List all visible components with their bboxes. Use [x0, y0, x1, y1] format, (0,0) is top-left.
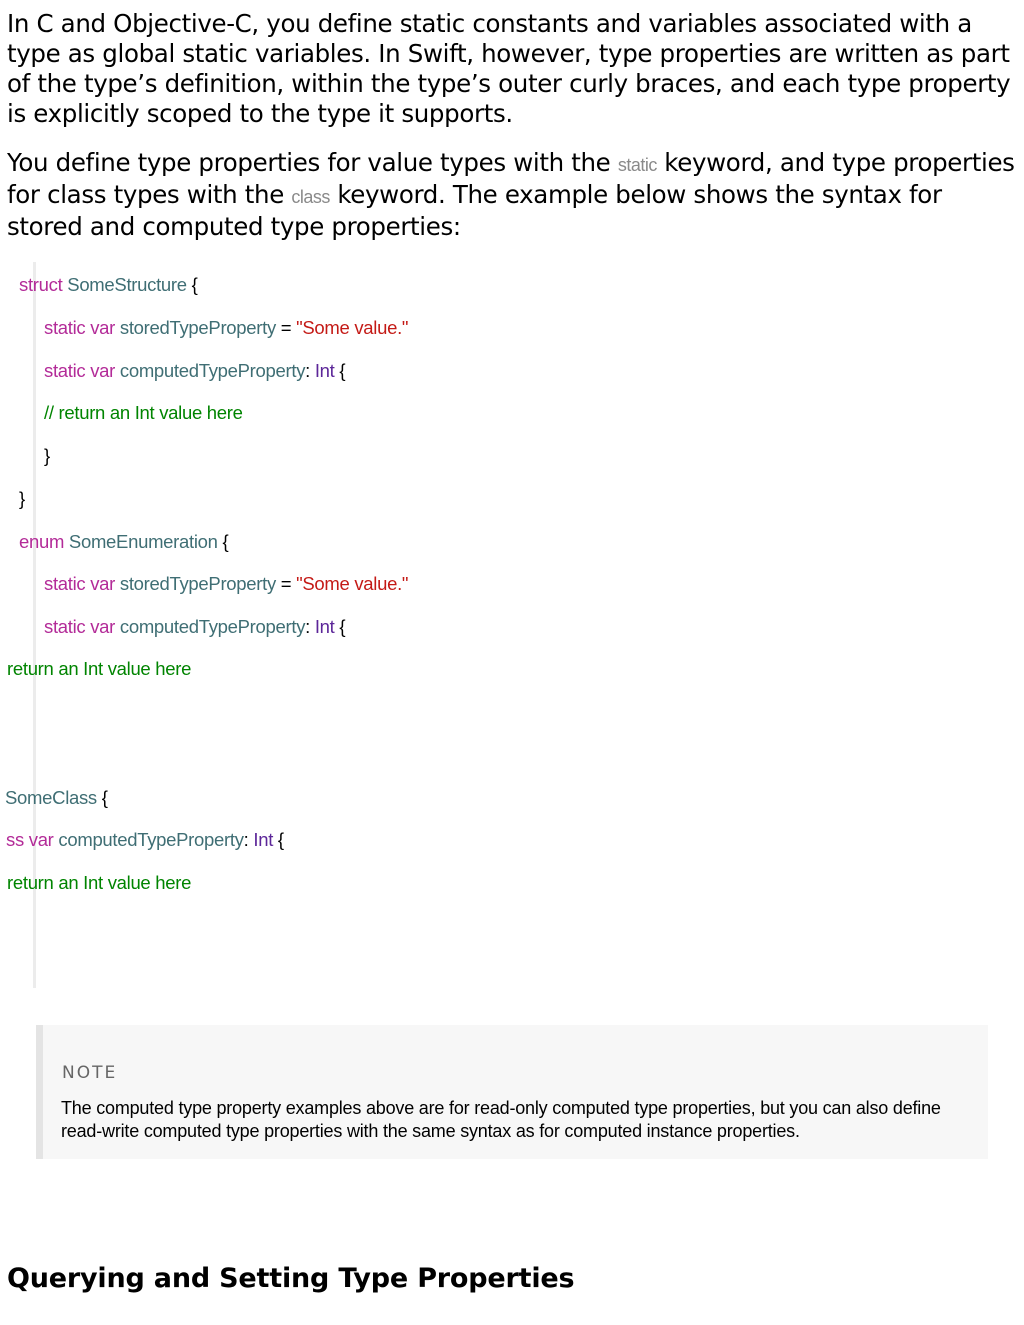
code-punctuation: { [277, 829, 284, 850]
code-punctuation: = [280, 573, 292, 594]
code-type-name: SomeEnumeration [68, 531, 218, 552]
code-punctuation: : [305, 616, 310, 637]
code-line [7, 657, 191, 681]
code-keyword: enum [19, 531, 65, 552]
code-line [44, 572, 408, 596]
code-punctuation: { [339, 360, 346, 381]
inline-code-class: class [291, 187, 330, 207]
code-identifier: storedTypeProperty [119, 573, 276, 594]
code-keyword: static var [44, 616, 116, 637]
code-punctuation: { [339, 616, 346, 637]
code-punctuation: : [305, 360, 310, 381]
code-line [44, 444, 50, 468]
code-comment: return an Int value here [7, 658, 192, 679]
code-comment: return an Int value here [7, 872, 192, 893]
intro-paragraph: In C and Objective-C, you define static constants and variables associated with a type as global static variables. In Swift, however, type properties are written as part of the type’s definition, within the type’s outer curly braces, and each type property is explicitly scoped to the type it supports. [7, 9, 1011, 128]
code-line [44, 359, 345, 383]
code-keyword: struct [19, 274, 63, 295]
code-identifier: computedTypeProperty [58, 829, 244, 850]
note-title: NOTE [62, 1063, 118, 1083]
code-punctuation: } [19, 488, 25, 509]
code-identifier: computedTypeProperty [119, 616, 306, 637]
code-line [44, 316, 408, 340]
code-identifier: storedTypeProperty [119, 317, 276, 338]
code-line [19, 273, 198, 297]
code-line [6, 828, 284, 852]
code-keyword: static var [44, 317, 116, 338]
code-keyword: static var [44, 360, 116, 381]
code-line [44, 615, 345, 639]
paragraph-text: keyword. The example below shows the syntax for stored and computed type properties: [7, 180, 942, 241]
code-line [7, 871, 191, 895]
code-identifier: computedTypeProperty [119, 360, 306, 381]
code-builtin-type: Int [314, 616, 335, 637]
code-punctuation: { [191, 274, 198, 295]
code-string: "Some value." [296, 317, 409, 338]
code-keyword: ss var [6, 829, 54, 850]
code-punctuation: } [44, 445, 50, 466]
paragraph-text: keyword, and type properties for class types with the [7, 148, 1015, 209]
code-type-name: SomeClass [5, 787, 97, 808]
code-punctuation: { [101, 787, 108, 808]
code-builtin-type: Int [314, 360, 335, 381]
code-builtin-type: Int [253, 829, 274, 850]
code-type-name: SomeStructure [67, 274, 187, 295]
paragraph-text: You define type properties for value types with the [7, 148, 618, 177]
section-heading: Querying and Setting Type Properties [7, 1263, 575, 1294]
inline-code-static: static [617, 155, 657, 175]
code-line [5, 786, 108, 810]
type-properties-paragraph [7, 148, 1019, 242]
code-punctuation: { [222, 531, 229, 552]
code-punctuation: : [243, 829, 249, 850]
code-comment: // return an Int value here [44, 402, 243, 423]
code-string: "Some value." [296, 573, 409, 594]
code-line [19, 530, 228, 554]
code-line [44, 401, 243, 425]
code-keyword: static var [44, 573, 116, 594]
code-line [19, 487, 25, 511]
code-punctuation: = [280, 317, 292, 338]
note-box [36, 1025, 988, 1159]
note-body: The computed type property examples above are for read-only computed type properties, but you can also define read-write computed type properties with the same syntax as for computed instance properties. [61, 1098, 941, 1141]
